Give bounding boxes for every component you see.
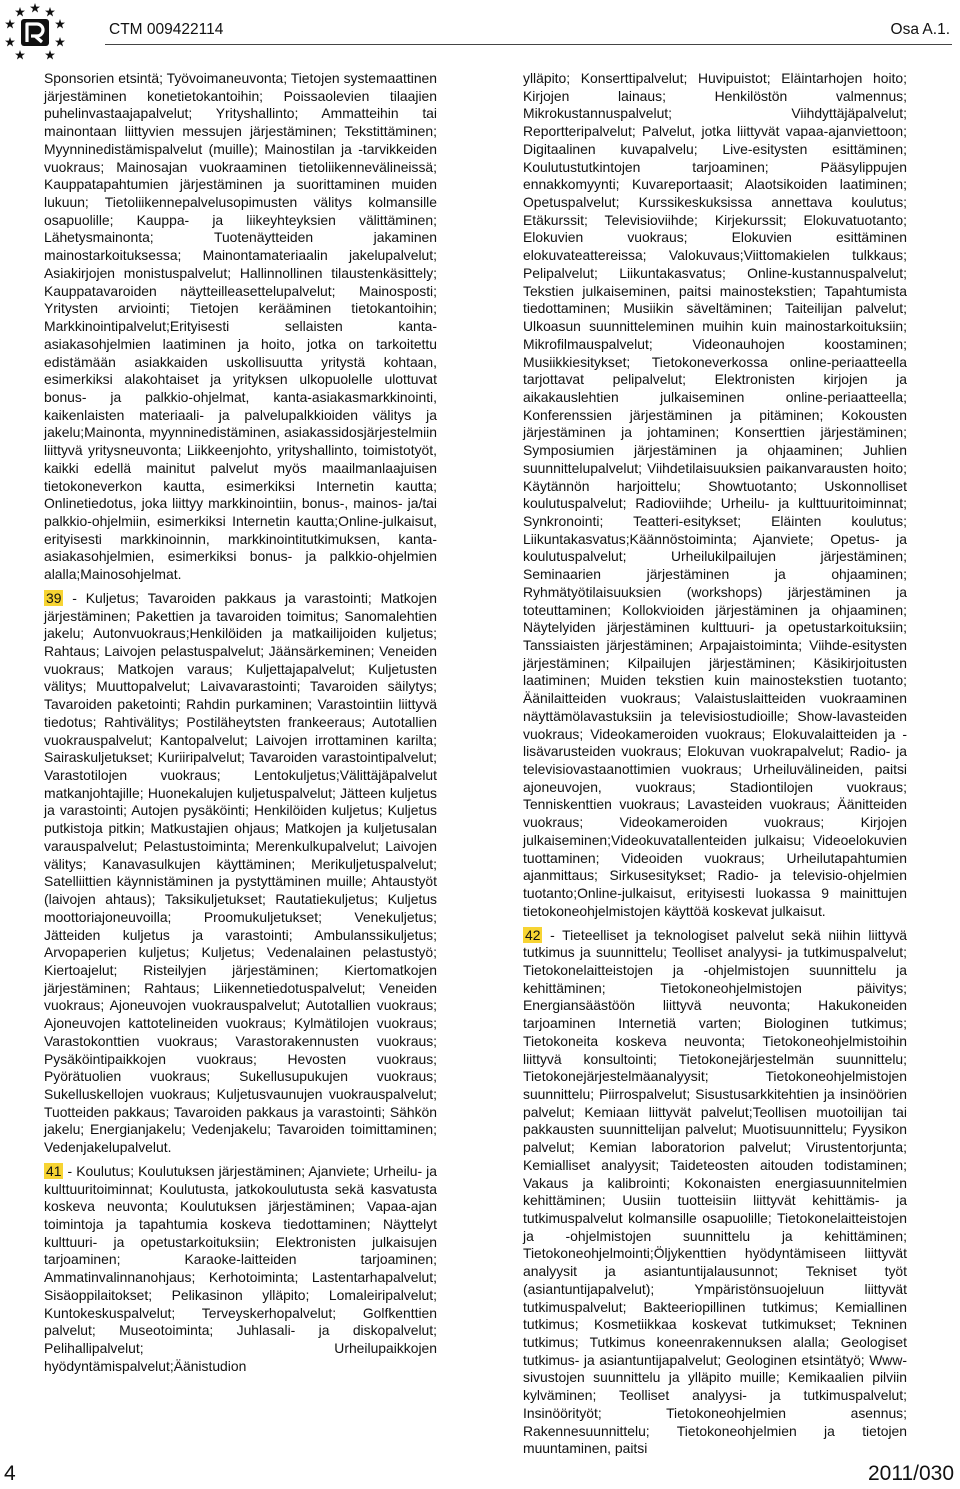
- class-number-badge: 39: [46, 589, 62, 606]
- paragraph-class-35-continued: Sponsorien etsintä; Työvoimaneuvonta; Tietojen systemaattinen järjestäminen konetietokantoihin; Poissaolevien tilaajien puhelinvastaajapalvelut; Yrityshallinto; Ammatteihin tai mainontaan liittyvien messujen järjestäminen; Tekstittäminen; Myynninedistämispalvelut (muille); Mainostilan ja -tarvikkeiden vuokraus; Mainosajan vuokraaminen tietoliikennevälineissä; Kauppatapahtumien järjestäminen ja suorittaminen muiden lukuun; Tietoliikennepalvelusopimusten välitys kolmansille osapuolille; Kauppa- ja liikeyhteyksien välittäminen; Lähetysmainonta; Tuotenäytteiden jakaminen mainostarkoituksessa; Mainontamateriaalin jakelupalvelut; Asiakirjojen monistuspalvelut; Hallinnollinen tilaustenkäsittely; Kauppatavaroiden näytteilleasettelupalvelut; Mainosposti; Yritysten arviointi; Tietojen kerääminen tietokantoihin; Markkinointipalvelut;Erityisesti sellaisten kanta-asiakasohjelmien laatiminen ja hoito, jotka on tarkoitettu edistämään asiakkaiden uskollisuutta yritystä kohtaan, esimerkiksi alakohtaiset ja yrityksen ulkopuolelle ulottuvat bonus- ja palkkio-ohjelmat, kanta-asiakasmarkkinointi, kaikenlaisten materiaali- ja palvelupalkkioiden välitys ja jakelu;Mainonta, myynninedistäminen, asiakassidosjärjestelmiin liittyvä yritysneuvonta; Liikkeenjohto, yrityshallinto, toimistotyöt, kaikki edellä mainitut palvelut myös maailmanlaajuisen tietokoneverkon kautta, esimerkiksi Internetin kautta; Onlinetiedotus, joka liittyy markkinointiin, bonus-, mainos- ja/tai palkkio-ohjelmiin, esimerkiksi Internetin kautta;Online-julkaisut, erityisesti markkinoinnin, markkinointitutkimuksen, kanta-asiakasohjelmien, esimerkiksi bonus- ja palkkio-ohjelmien alalla;Mainosohjelmat.: [44, 70, 437, 583]
- paragraph-class-42: [523, 927, 907, 1459]
- paragraph-class-39: [44, 590, 437, 1157]
- bulletin-reference: 2011/030: [867, 1462, 954, 1485]
- document-id: CTM 009422114: [109, 21, 224, 38]
- class-number-badge: 41: [46, 1162, 62, 1179]
- ohim-logo-icon: [4, 2, 66, 64]
- class-41-text: - Koulutus; Koulutuksen järjestäminen; Ajanviete; Urheilu- ja kulttuuritoiminnat; Koulutusta, jatkokoulutusta sekä kasvatusta koskeva neuvonta; Koulutuksen järjestäminen; Vapaa-ajan toimintoja ja tapahtumia koskeva tiedottaminen; Näyttelyt kulttuuri- ja opetustarkoituksiin; Elektronisten julkaisujen tarjoaminen; Karaoke-laitteiden tarjoaminen; Ammatinvalinnanohjaus; Kerhotoiminta; Lastentarhapalvelut; Sisäoppilaitokset; Pelikasinon ylläpito; Lomaleiripalvelut; Kuntokeskuspalvelut; Terveyskerhopalvelut; Golfkenttien palvelut; Museotoiminta; Juhlasali- ja diskopalvelut; Pelihallipalvelut; Urheilupaikkojen hyödyntämispalvelut;Äänistudion: [44, 1162, 437, 1374]
- class-42-text: - Tieteelliset ja teknologiset palvelut sekä niihin liittyvä tutkimus ja suunnittelu; Teolliset analyysi- ja tutkimuspalvelut; Tietokonelaitteistojen ja -ohjelmistojen suunnittelu ja kehittäminen; Tietokoneohjelmistojen päivitys; Energiansäästöön liittyvä neuvonta; Hakukoneiden tarjoaminen Internetiä varten; Biologinen tutkimus; Tietokoneita koskeva neuvonta; Tietokoneohjelmistoihin liittyvä konsultointi; Tietokonejärjestelmän suunnittelu; Tietokonejärjestelmäanalyysit; Tietokoneohjelmistojen suunnittelu; Piirrospalvelut; Sisustusarkkitehtien ja insinöörien palvelut; Kemiaan liittyvät palvelut;Teollisen muotoilijan tai pakkausten suunnittelijan palvelut; Muotisuunnittelu; Fyysikon palvelut; Kemian laboratorion palvelut; Virustentorjunta; Kemialliset analyysit; Taideteosten aitouden todistaminen; Vakaus ja kalibrointi; Kokonaisten energiasuunnitelmien kehittäminen; Uusiin tuotteisiin liittyvät kehittämis- ja tutkimuspalvelut kolmansille osapuolille; Tietokonelaitteistojen ja -ohjelmistojen suunnittelu ja kehittäminen; Tietokoneohjelmointi;Öljykenttien hyödyntämiseen liittyvät analyysit ja asiantuntijalausunnot; Tekniset työt (asiantuntijapalvelut); Ympäristönsuojeluun liittyvät tutkimuspalvelut; Bakteeriopillinen tutkimus; Kemiallinen tutkimus; Kosmetiikkaa koskevat tutkimukset; Tekninen tutkimus; Tutkimus koneenrakennuksen alalla; Geologiset tutkimus- ja asiantuntijapalvelut; Geologinen etsintätyö; Www-sivustojen suunnittelu ja ylläpito muille; Kemikaalien pilviin kylväminen; Teolliset analyysi- ja tutkimuspalvelut; Insinöörityöt; Tietokoneohjelmien asennus; Rakennesuunnittelu; Tietokoneohjelmien ja tietojen muuntaminen, paitsi: [523, 926, 907, 1457]
- header-rule: [105, 44, 952, 45]
- page-number: 4: [4, 1462, 16, 1485]
- left-text-column: [44, 70, 437, 1375]
- class-number-badge: 42: [525, 926, 541, 943]
- class-39-text: - Kuljetus; Tavaroiden pakkaus ja varastointi; Matkojen järjestäminen; Pakettien ja tavaroiden toimitus; Sanomalehtien jakelu; Autonvuokraus;Henkilöiden ja matkailijoiden kuljetus; Rahtaus; Laivojen pelastuspalvelut; Jäänsärkeminen; Veneiden vuokraus; Matkojen varaus; Kuljettajapalvelut; Kuljetusten välitys; Muuttopalvelut; Laivavarastointi; Tavaroiden säilytys; Tavaroiden paketointi; Rahdin purkaminen; Varastointiin liittyvä tiedotus; Rahtivälitys; Postiläheytsten frankeeraus; Autotallien vuokrauspalvelut; Kantopalvelut; Laivojen irrottaminen karilta; Sairaskuljetukset; Kuriiripalvelut; Tavaroiden varastointipalvelut; Varastotilojen vuokraus; Lentokuljetus;Välittäjäpalvelut matkanjohtajille; Huonekalujen kuljetuspalvelut; Jätteen kuljetus ja varastointi; Autojen pysäköinti; Henkilöiden kuljetus; Kuljetus putkistoja pitkin; Matkustajien ohjaus; Matkojen ja kuljetusalan varauspalvelut; Pelastustoiminta; Merenkulkupalvelut; Laivojen välitys; Kanavasulkujen käyttäminen; Merikuljetuspalvelut; Satelliittien käynnistäminen ja pystyttäminen muille; Ahtaustyöt (laivojen ahtaus); Taksikuljetukset; Rautatiekuljetus; Kuljetus moottoriajoneuvoilla; Proomukuljetukset; Venekuljetus; Jätteiden kuljetus ja varastointi; Ambulanssikuljetus; Arvopaperien kuljetus; Kuljetus; Vedenalainen pelastustyö; Kiertoajelut; Risteilyjen järjestäminen; Kiertomatkojen järjestäminen; Rahtaus; Liikennetiedotuspalvelut; Veneiden vuokraus; Ajoneuvojen vuokrauspalvelut; Autotallien vuokraus; Ajoneuvojen kattotelineiden vuokraus; Kylmätilojen vuokraus; Varastokonttien vuokraus; Varastorakennusten vuokraus; Pysäköintipaikkojen vuokraus; Hevosten vuokraus; Pyörätuolien vuokraus; Sukellusupukujen vuokraus; Sukelluskellojen vuokraus; Kuljetusvaunujen vuokrauspalvelut; Tuotteiden pakkaus; Tavaroiden pakkaus ja varastointi; Sähkön jakelu; Energianjakelu; Vedenjakelu; Tavaroiden toimittaminen; Vedenjakelupalvelut.: [44, 589, 437, 1156]
- section-label: Osa A.1.: [890, 21, 950, 38]
- paragraph-class-41: [44, 1163, 437, 1376]
- right-text-column: [523, 70, 907, 1458]
- paragraph-class-41-continued: ylläpito; Konserttipalvelut; Huvipuistot; Eläintarhojen hoito; Kirjojen lainaus; Henkilöstön valmennus; Mikrokustannuspalvelut; Viihdyttäjäpalvelut; Reportteripalvelut; Palvelut, jotka liittyvät vapaa-ajanviettoon; Digitaalinen kuvapalvelu; Live-esitysten esittäminen; Koulutustutkintojen tarjoaminen; Pääsylippujen ennakkomyynti; Kuvareportaasit; Alaotsikoiden laatiminen; Opetuspalvelut; Kurssikeskuksissa annettava koulutus; Etäkurssit; Televisioviihde; Kirjekurssit; Elokuvatuotanto; Elokuvien vuokraus; Elokuvien esittäminen elokuvateattereissa; Valokuvaus;Viittomakielen tulkkaus; Pelipalvelut; Liikuntakasvatus; Online-kustannuspalvelut; Tekstien julkaiseminen, paitsi mainostekstien; Tapahtumista tiedottaminen; Musiikin säveltäminen; Taiteilijan palvelut; Ulkoasun suunnitteleminen muihin kuin mainostarkoituksiin; Mikrofilmauspalvelut; Videonauhojen koostaminen; Musiikkiesitykset; Tietokoneverkossa online-periaatteella tarjottavat pelipalvelut; Elektronisten kirjojen ja aikakauslehtien julkaiseminen online-periaatteella; Konferenssien järjestäminen ja pitäminen; Kokousten järjestäminen ja johtaminen; Konserttien järjestäminen; Symposiumien järjestäminen ja ohjaaminen; Juhlien suunnittelupalvelut; Viihdetilaisuuksien paikanvarausten hoito; Käytännön harjoittelu; Showtuotanto; Uskonnolliset koulutuspalvelut; Radioviihde; Urheilu- ja kulttuuritoiminnat; Synkronointi; Teatteri-esitykset; Eläinten koulutus; Liikuntakasvatus;Käännöstoiminta; Ajanviete; Opetus- ja koulutuspalvelut; Urheilukilpailujen järjestäminen; Seminaarien järjestäminen ja ohjaaminen; Ryhmätyötilaisuuksien (workshops) järjestäminen ja toteuttaminen; Kollokvioiden järjestäminen ja ohjaaminen; Näytelyiden järjestäminen kulttuuri- ja opetustarkoituksiin; Tanssiaisten järjestäminen; Arpajaistoiminta; Viihde-esitysten järjestäminen; Kilpailujen järjestäminen; Käsikirjoitusten laatiminen; Muiden tekstien kuin mainostekstien tuotanto; Äänilaitteiden vuokraus; Valaistuslaitteiden vuokraaminen näyttämölavastuksiin ja televisiostudioille; Show-lavasteiden vuokraus; Videokameroiden vuokraus; Elokuvalaitteiden ja -lisävarusteiden vuokraus; Elokuvan vuokrapalvelut; Radio- ja televisiovastaanottimien vuokraus; Urheiluvälineiden, paitsi ajoneuvojen, vuokraus; Stadiontilojen vuokraus; Tenniskenttien vuokraus; Lavasteiden vuokraus; Äänitteiden vuokraus; Videokameroiden vuokraus; Kirjojen julkaiseminen;Videokuvatallenteiden julkaisu; Videoelokuvien tuottaminen; Videoiden vuokraus; Urheilutapahtumien ajanmittaus; Sirkusesitykset; Radio- ja televisio-ohjelmien tuotanto;Online-julkaisut, erityisesti luokassa 9 mainittujen tietokoneohjelmistojen käyttöä koskevat julkaisut.: [523, 70, 907, 919]
